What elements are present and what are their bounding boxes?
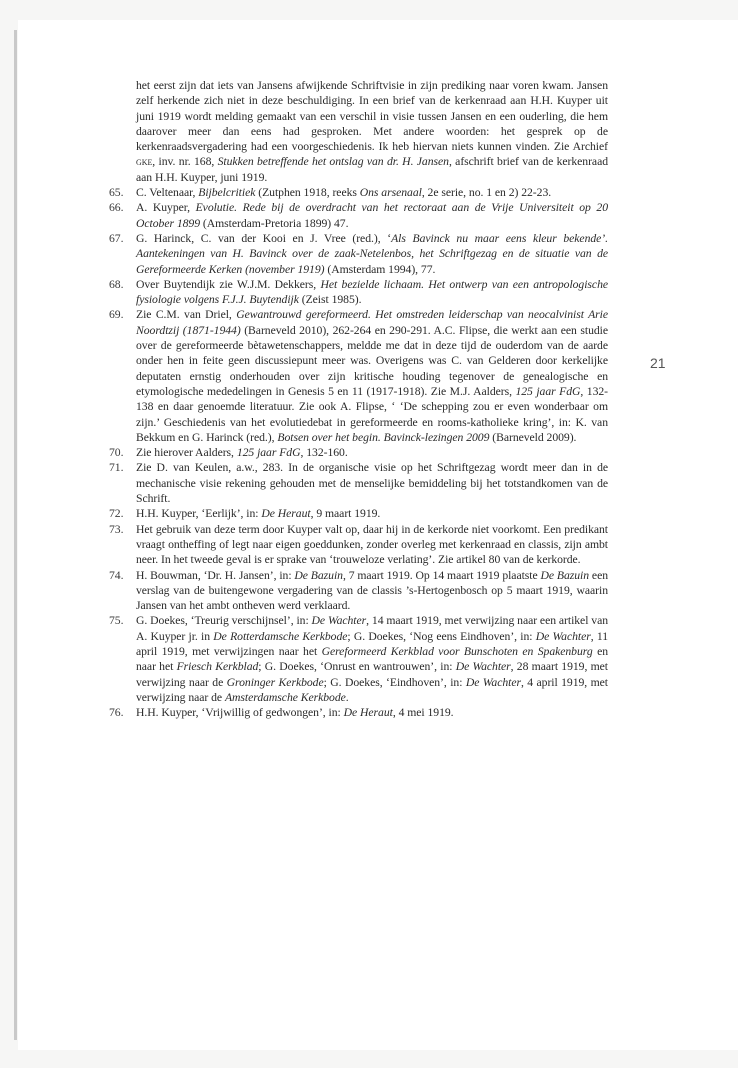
italic-title: Stukken betreffende het ontslag van dr. H. Jansen (217, 155, 449, 169)
text-run: , 9 maart 1919. (310, 507, 381, 521)
endnote-number: 76. (109, 706, 124, 720)
text-run: , inv. nr. 168, (152, 155, 218, 169)
text-run: ; G. Doekes, ‘Eindhoven’, in: (323, 675, 466, 689)
endnote (109, 231, 609, 277)
endnote-number: 73. (109, 522, 124, 536)
endnote (109, 445, 608, 460)
text-run: G. Doekes, ‘Treurig verschijnsel’, in: (136, 614, 312, 628)
italic-title: 125 jaar FdG (515, 384, 581, 398)
endnote-text (136, 231, 608, 277)
italic-title: De Heraut (261, 507, 311, 521)
text-run: Zie D. van Keulen, a.w., 283. In de organische visie op het Schriftgezag wordt meer dan in de mechanische visie rekening gehouden met de menselijke bemiddeling bij het totstandkomen van de Schrift. (136, 461, 608, 506)
italic-title: De Heraut (343, 706, 393, 720)
endnotes-block (109, 78, 609, 720)
binding-gutter (14, 30, 17, 1040)
text-run: , 4 mei 1919. (392, 706, 454, 720)
endnote (109, 613, 608, 705)
endnote (109, 460, 608, 506)
text-run: . (345, 690, 349, 704)
text-run: H.H. Kuyper, ‘Vrijwillig of gedwongen’, in: (136, 706, 344, 720)
endnote-text (136, 185, 608, 200)
text-run: gke (136, 155, 153, 169)
endnote-number: 72. (109, 507, 124, 521)
endnote-number: 68. (109, 277, 124, 291)
endnote-text (136, 307, 608, 445)
endnote-text (136, 506, 608, 521)
italic-title: Gereformeerd Kerkblad voor Bunschoten en Spakenburg (321, 644, 593, 658)
italic-title: Gewantrouwd gereformeerd. Het omstreden leiderschap van neocalvinist Arie Noordtzij (1871-1944) (136, 308, 608, 337)
endnote (109, 200, 608, 231)
endnote-text (136, 613, 608, 705)
text-run: , 28 maart 1919, met verwijzing naar de (136, 660, 608, 689)
italic-title: Amsterdamsche Kerkbode (224, 690, 346, 704)
endnote-number: 66. (109, 201, 124, 215)
italic-title: De Bazuin (294, 568, 343, 582)
text-run: H.H. Kuyper, ‘Eerlijk’, in: (136, 507, 262, 521)
italic-title: De Wachter (311, 614, 367, 628)
text-run: C. Veltenaar, (136, 186, 199, 200)
italic-title: De Wachter (455, 660, 511, 674)
text-run: H. Bouwman, ‘Dr. H. Jansen’, in: (136, 568, 295, 582)
endnote-text (136, 200, 608, 231)
endnote (109, 568, 609, 614)
italic-title: Als Bavinck nu maar eens kleur bekende’. Aantekeningen van H. Bavinck over de zaak-Netelenbos, het Schriftgezag en de situatie van de Gereformeerde Kerken (november 1919) (136, 231, 609, 276)
text-run: (Zeist 1985). (298, 293, 362, 307)
text-run: , 132-138 en daar genoemde literatuur. Zie ook A. Flipse, ‘ ‘De schepping zou er even wonderbaar om zijn.’ Geschiedenis van het evolutiedebat in gereformeerde en rooms-katholieke kring’, in: K. van Bekkum en G. Harinck (red.), (136, 384, 609, 444)
endnote-number: 69. (109, 308, 124, 322)
endnote-number: 71. (109, 461, 124, 475)
endnote (109, 277, 608, 308)
endnote (109, 522, 608, 568)
text-run: het eerst zijn dat iets van Jansens afwijkende Schriftvisie in zijn prediking naar voren kwam. Jansen zelf herkende zich niet in deze beschuldiging. In een brief van de kerkenraad aan H.H. Kuyper uit juni 1919 wordt melding gemaakt van een verschil in visie tussen Jansen en een ouderling, die hem daarover meer dan eens had gesproken. Met andere woorden: het gesprek op de kerkenraadsvergadering had een voorgeschiedenis. Ik heb hiervan niets kunnen vinden. Zie Archief (136, 79, 608, 154)
notes-list (109, 185, 609, 720)
italic-title: Het bezielde lichaam. Het ontwerp van een antropologische fysiologie volgens F.J.J. Buytendijk (136, 277, 608, 307)
text-run: A. Kuyper, (136, 201, 196, 215)
endnote-number: 65. (109, 186, 124, 200)
endnote (109, 705, 608, 720)
text-run: (Amsterdam-Pretoria 1899) 47. (200, 216, 349, 230)
italic-title: Groninger Kerkbode (226, 675, 324, 689)
text-run: (Barneveld 2009). (489, 430, 577, 444)
text-run: (Zutphen 1918, reeks (255, 186, 360, 200)
text-run: ; G. Doekes, ‘Onrust en wantrouwen’, in: (258, 660, 456, 674)
italic-title: Ons arsenaal (359, 186, 422, 200)
endnote-text (136, 460, 608, 506)
endnote (109, 185, 608, 200)
text-run: een verslag van de buitengewone vergadering van de classis ’s-Hertogenbosch op 5 maart 1919, waarin Jansen van het ambt ontheven werd verklaard. (136, 568, 609, 613)
italic-title: 125 jaar FdG (236, 446, 301, 460)
text-run: G. Harinck, C. van der Kooi en J. Vree (red.), ‘ (136, 231, 392, 245)
text-run: en naar het (136, 644, 608, 674)
text-run: , 7 maart 1919. Op 14 maart 1919 plaatste (342, 568, 541, 582)
text-run: , 14 maart 1919, met verwijzing naar een artikel van A. Kuyper jr. in (136, 614, 608, 643)
italic-title: De Wachter (535, 629, 591, 643)
italic-title: De Wachter (465, 675, 521, 689)
endnote (109, 307, 609, 445)
italic-title: De Rotterdamsche Kerkbode (213, 629, 348, 643)
italic-title: Botsen over het begin. Bavinck-lezingen 2009 (277, 430, 490, 444)
note-continuation (136, 78, 608, 185)
text-run: , 11 april 1919, met verwijzingen naar het (136, 629, 608, 658)
text-run: Het gebruik van deze term door Kuyper valt op, daar hij in de kerkorde niet voorkomt. Een predikant vraagt ontheffing of legt naar eigen goeddunken, zonder overleg met kerkenraad en classis, zijn ambt neer. In het tweede geval is er sprake van ‘trouweloze verlating’. Zie artikel 80 van de kerkorde. (136, 522, 608, 567)
text-run: Over Buytendijk zie W.J.M. Dekkers, (136, 277, 321, 291)
page-number: 21 (650, 355, 666, 371)
endnote-number: 70. (109, 446, 124, 460)
text-run: ; G. Doekes, ‘Nog eens Eindhoven’, in: (347, 629, 536, 643)
text-run: , 2e serie, no. 1 en 2) 22-23. (421, 186, 552, 200)
italic-title: Bijbelcritiek (198, 186, 256, 200)
endnote-number: 67. (109, 231, 124, 245)
text-run: , afschrift brief van de kerkenraad aan H.H. Kuyper, juni 1919. (136, 155, 608, 184)
endnote-text (136, 445, 608, 460)
text-run: , 4 april 1919, met verwijzing naar de (136, 675, 608, 704)
endnote-text (136, 705, 608, 720)
italic-title: De Bazuin (540, 568, 590, 582)
text-run: (Amsterdam 1994), 77. (324, 262, 436, 276)
endnote-text (136, 568, 608, 614)
text-run: Zie hierover Aalders, (136, 446, 237, 460)
text-run: , 132-160. (300, 446, 348, 460)
italic-title: Evolutie. Rede bij de overdracht van het rectoraat aan de Vrije Universiteit op 20 October 1899 (136, 201, 608, 230)
text-run: (Barneveld 2010), 262-264 en 290-291. A.C. Flipse, die werkt aan een studie over de gereformeerde bètawetenschappers, meldde me dat in deze tijd de ouderdom van de aarde onder hen in feite geen discussiepunt meer was. Overigens was C. van Gelderen door kerkelijke deputaten ernstig onderhouden over zijn kritische houding tegenover de genealogische en etymologische mededelingen in Genesis 5 en 11 (1917-1918). Zie M.J. Aalders, (136, 323, 608, 398)
italic-title: Friesch Kerkblad (176, 660, 259, 674)
endnote-text (136, 522, 608, 568)
endnote (109, 506, 608, 521)
endnote-number: 74. (109, 568, 124, 582)
text-run: Zie C.M. van Driel, (136, 308, 237, 322)
endnote-number: 75. (109, 614, 124, 628)
endnote-text (136, 277, 608, 308)
